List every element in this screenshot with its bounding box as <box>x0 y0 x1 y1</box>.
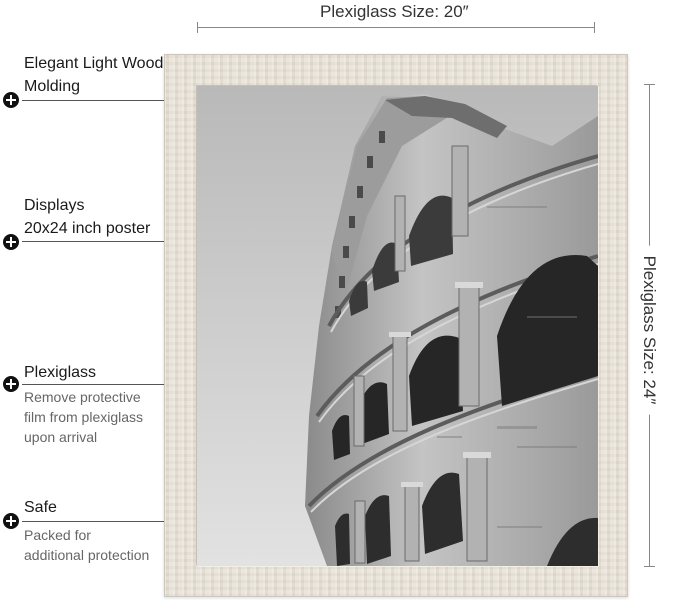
feature-plexiglass-desc-line3: upon arrival <box>24 429 98 445</box>
feature-plexiglass-desc-line1: Remove protective <box>24 389 141 405</box>
picture-frame <box>164 54 628 597</box>
leader-line <box>22 384 164 385</box>
width-dimension-line <box>197 27 595 28</box>
feature-plexiglass-desc-line2: film from plexiglass <box>24 409 144 425</box>
feature-safe-title: Safe <box>24 499 57 516</box>
feature-molding-title-line2: Molding <box>24 78 81 95</box>
plus-circle-icon <box>3 92 19 108</box>
leader-line <box>22 241 164 242</box>
feature-safe-desc-line1: Packed for <box>24 527 91 543</box>
feature-displays-title-line2: 20x24 inch poster <box>24 220 151 237</box>
feature-molding-title-line1: Elegant Light Wood <box>24 55 164 72</box>
colosseum-image <box>197 86 598 566</box>
poster-photo <box>197 86 598 566</box>
leader-line <box>22 100 164 101</box>
leader-line <box>22 521 164 522</box>
feature-safe-desc-line2: additional protection <box>24 547 150 563</box>
feature-plexiglass-title: Plexiglass <box>24 364 97 381</box>
feature-displays-title-line1: Displays <box>24 197 85 214</box>
width-dimension-label: Plexiglass Size: 20″ <box>310 2 479 22</box>
height-dimension-label: Plexiglass Size: 24″ <box>639 246 659 415</box>
plus-circle-icon <box>3 376 19 392</box>
plus-circle-icon <box>3 513 19 529</box>
plus-circle-icon <box>3 234 19 250</box>
